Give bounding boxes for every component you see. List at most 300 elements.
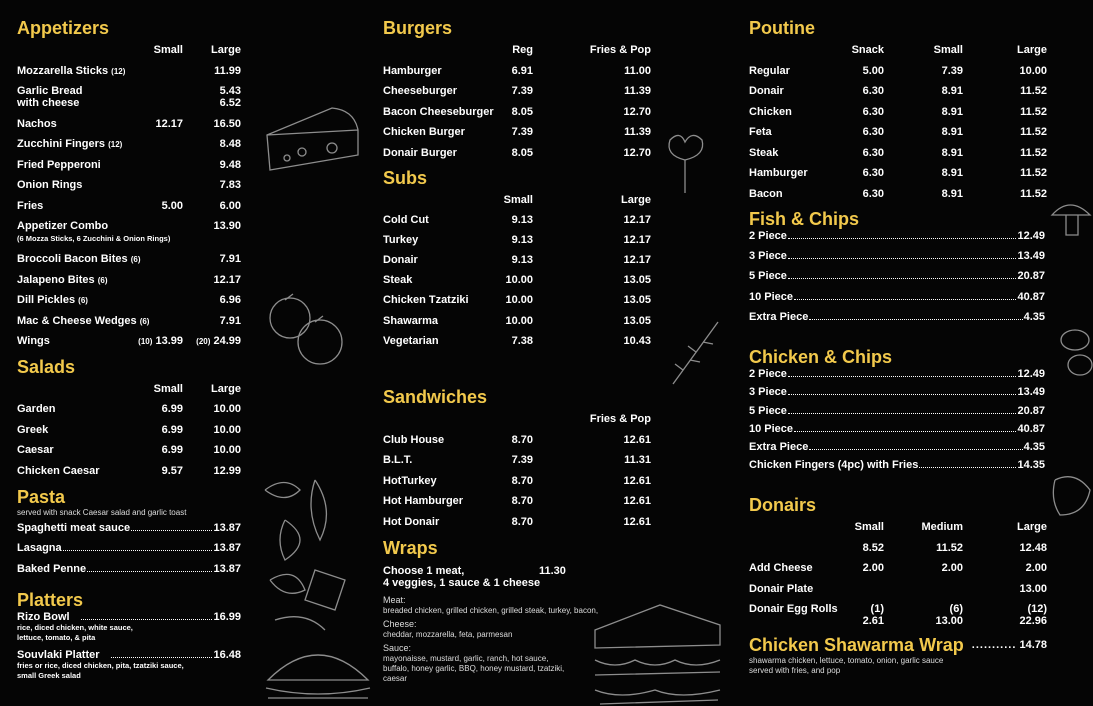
appetizers-row bbox=[17, 196, 241, 217]
burgers-item-label: Chicken Burger bbox=[383, 126, 465, 138]
poutine-column-header: Snack bbox=[851, 44, 884, 56]
sandwiches-price: 12.61 bbox=[623, 515, 651, 528]
pasta-item-name: Baked Penne bbox=[17, 562, 87, 575]
appetizers-item-name bbox=[17, 118, 125, 130]
appetizers-price: 7.91 bbox=[219, 253, 241, 266]
donairs-item-label: Add Cheese bbox=[749, 562, 813, 574]
appetizers-row bbox=[17, 270, 241, 291]
chicken_chips-row bbox=[749, 423, 1045, 441]
tomato-sketch-icon bbox=[265, 290, 350, 370]
poutine-price: 11.52 bbox=[1020, 85, 1047, 97]
donairs-row bbox=[749, 599, 1047, 632]
burgers-item-name bbox=[383, 105, 494, 118]
appetizers-item-count: (6) bbox=[78, 296, 88, 306]
chicken_chips-dot-leader bbox=[788, 376, 1017, 377]
chicken_chips-item-name: Chicken Fingers (4pc) with Fries bbox=[749, 459, 919, 472]
appetizers-item-name bbox=[17, 220, 171, 244]
salads-price: 6.99 bbox=[161, 423, 183, 436]
appetizers-item-label: Zucchini Fingers bbox=[17, 138, 106, 151]
poutine-price: 11.52 bbox=[1020, 167, 1047, 179]
subs-price: 13.05 bbox=[623, 294, 651, 307]
sandwiches-item-name bbox=[383, 495, 464, 507]
burgers-section bbox=[383, 17, 651, 163]
fish_chips-dot-leader bbox=[809, 319, 1022, 320]
poutine-price: 10.00 bbox=[1019, 64, 1047, 77]
chicken_chips-price: 14.35 bbox=[1017, 459, 1045, 472]
appetizers-item-label: Garlic Bread with cheese bbox=[17, 85, 83, 109]
salads-item-label: Caesar bbox=[17, 444, 54, 457]
appetizers-item-count: (6) bbox=[139, 316, 150, 326]
salads-item-label: Chicken Caesar bbox=[17, 464, 100, 477]
fish_chips-row bbox=[749, 311, 1045, 331]
chicken_chips-price: 12.49 bbox=[1017, 368, 1045, 380]
subs-item-name bbox=[383, 315, 453, 327]
appetizers-price: 13.90 bbox=[213, 220, 241, 233]
sandwiches-price: 12.61 bbox=[623, 433, 651, 446]
poutine-row bbox=[749, 122, 1047, 143]
poutine-heading: Poutine bbox=[749, 18, 815, 38]
appetizers-item-label: Mac & Cheese Wedges bbox=[17, 314, 137, 327]
appetizers-price: 5.00 bbox=[161, 199, 183, 212]
chicken_chips-dot-leader bbox=[809, 449, 1022, 450]
chicken_chips-heading: Chicken & Chips bbox=[749, 347, 893, 367]
sandwiches-price: 8.70 bbox=[511, 433, 533, 446]
sandwich-sketch-icon bbox=[590, 600, 725, 706]
platters-item-description: rice, diced chicken, white sauce, lettuce, tomato, & pita bbox=[17, 623, 133, 642]
salads-heading: Salads bbox=[17, 357, 76, 377]
pasta-price: 13.87 bbox=[213, 562, 241, 575]
poutine-row bbox=[749, 102, 1047, 123]
wraps-option-items: breaded chicken, grilled chicken, grilled steak, turkey, bacon, bbox=[383, 606, 599, 615]
burgers-price: 11.39 bbox=[624, 126, 651, 138]
herb-sketch-icon bbox=[668, 318, 723, 388]
poutine-price: 11.52 bbox=[1020, 146, 1047, 159]
sandwiches-price: 12.61 bbox=[623, 495, 651, 507]
mushroom-sketch-icon bbox=[1050, 195, 1093, 240]
parsley-sketch-icon bbox=[660, 130, 710, 195]
poutine-price: 6.30 bbox=[862, 187, 884, 200]
burgers-price: 11.00 bbox=[624, 64, 651, 77]
appetizers-item-name bbox=[17, 159, 125, 171]
poutine-row bbox=[749, 61, 1047, 82]
appetizers-heading: Appetizers bbox=[17, 18, 110, 38]
poutine-row bbox=[749, 81, 1047, 102]
subs-row bbox=[383, 311, 651, 331]
appetizers-row bbox=[17, 175, 241, 196]
poutine-price: 8.91 bbox=[941, 167, 963, 179]
fish_chips-item-name: 10 Piece bbox=[749, 290, 794, 303]
sandwiches-price: 8.70 bbox=[511, 474, 533, 487]
appetizers-price: 12.17 bbox=[213, 273, 241, 286]
appetizers-price-value: 24.99 bbox=[213, 335, 241, 348]
salads-price: 6.99 bbox=[161, 403, 183, 416]
donairs-column-header: Medium bbox=[921, 521, 963, 533]
fish_chips-row bbox=[749, 250, 1045, 270]
poutine-item-name bbox=[749, 106, 805, 118]
salads-item-label: Greek bbox=[17, 423, 49, 436]
subs-price: 9.13 bbox=[511, 234, 533, 247]
sandwiches-row bbox=[383, 471, 651, 492]
poutine-price: 6.30 bbox=[862, 126, 884, 138]
wraps-heading: Wraps bbox=[383, 538, 438, 558]
sandwiches-row bbox=[383, 491, 651, 512]
subs-item-name bbox=[383, 294, 469, 307]
poutine-price: 11.52 bbox=[1020, 187, 1047, 200]
appetizers-row bbox=[17, 155, 241, 176]
burgers-price: 11.39 bbox=[624, 85, 651, 97]
shawarma-wrap-dot-leader: ........... bbox=[971, 639, 1017, 651]
poutine-price: 6.30 bbox=[862, 85, 884, 97]
burgers-price: 12.70 bbox=[623, 105, 651, 118]
poutine-section bbox=[749, 17, 1047, 204]
sandwiches-item-label: B.L.T. bbox=[383, 454, 413, 466]
chicken_chips-item-name: Extra Piece bbox=[749, 441, 809, 454]
pasta-price: 13.87 bbox=[213, 542, 241, 555]
appetizers-item-label: Broccoli Bacon Bites bbox=[17, 253, 128, 266]
salads-item-name bbox=[17, 444, 125, 456]
appetizers-item-label: Appetizer Combo bbox=[17, 220, 109, 233]
donairs-price: (12) 22.96 bbox=[1019, 603, 1047, 627]
shawarma-wrap-heading: Chicken Shawarma Wrap bbox=[749, 635, 964, 655]
subs-price: 10.43 bbox=[623, 334, 651, 347]
platters-dot-leader bbox=[111, 657, 213, 658]
fish_chips-price: 4.35 bbox=[1023, 310, 1045, 323]
burgers-item-label: Hamburger bbox=[383, 64, 442, 77]
fish_chips-dot-leader bbox=[788, 238, 1017, 239]
poutine-item-name bbox=[749, 147, 805, 159]
subs-item-name bbox=[383, 254, 453, 266]
appetizers-price: 11.99 bbox=[214, 64, 241, 77]
fish_chips-row bbox=[749, 270, 1045, 290]
appetizers-price: 6.96 bbox=[219, 294, 241, 307]
burger-sketch-icon bbox=[258, 640, 378, 706]
subs-price: 12.17 bbox=[623, 234, 651, 247]
poutine-row bbox=[749, 143, 1047, 164]
fish_chips-dot-leader bbox=[794, 299, 1016, 300]
subs-item-label: Donair bbox=[383, 254, 418, 267]
salads-section bbox=[17, 356, 241, 481]
subs-column-header: Small bbox=[503, 194, 533, 206]
donairs-item-name bbox=[749, 603, 838, 615]
subs-row bbox=[383, 270, 651, 290]
subs-heading: Subs bbox=[383, 168, 428, 188]
chicken-chips-section bbox=[749, 346, 1045, 478]
sandwiches-item-name bbox=[383, 516, 453, 528]
appetizers-item-label: Mozzarella Sticks bbox=[17, 64, 109, 77]
subs-item-label: Shawarma bbox=[383, 314, 439, 327]
burgers-row bbox=[383, 61, 651, 82]
fish_chips-price: 40.87 bbox=[1017, 290, 1045, 303]
poutine-price: 6.30 bbox=[862, 105, 884, 118]
sandwiches-price: 7.39 bbox=[511, 454, 533, 466]
subs-item-name bbox=[383, 335, 453, 347]
donairs-row bbox=[749, 579, 1047, 600]
subs-item-name bbox=[383, 274, 453, 286]
appetizers-item-label: Fried Pepperoni bbox=[17, 158, 101, 171]
burgers-price: 7.39 bbox=[511, 126, 533, 138]
poutine-row bbox=[749, 163, 1047, 184]
donairs-price: 2.00 bbox=[941, 562, 963, 574]
appetizers-row bbox=[17, 249, 241, 270]
subs-price: 10.00 bbox=[505, 294, 533, 307]
wraps-option-label: Cheese: bbox=[383, 619, 417, 629]
appetizers-price-qty: (20) bbox=[196, 337, 211, 347]
appetizers-item-name bbox=[17, 253, 141, 266]
subs-item-label: Vegetarian bbox=[383, 334, 439, 347]
salads-item-name bbox=[17, 403, 125, 415]
appetizers-price-qty: (10) bbox=[138, 337, 153, 347]
pasta-heading: Pasta bbox=[17, 487, 66, 507]
subs-item-name bbox=[383, 214, 453, 226]
subs-price: 10.00 bbox=[505, 274, 533, 287]
poutine-row bbox=[749, 184, 1047, 205]
appetizers-item-name bbox=[17, 65, 125, 78]
platters-heading: Platters bbox=[17, 590, 84, 610]
sandwiches-row bbox=[383, 450, 651, 471]
appetizers-item-name bbox=[17, 294, 125, 307]
appetizers-item-label: Jalapeno Bites bbox=[17, 273, 95, 286]
chicken_chips-row bbox=[749, 368, 1045, 386]
fish_chips-heading: Fish & Chips bbox=[749, 209, 860, 229]
appetizers-item-name bbox=[17, 85, 125, 109]
subs-row bbox=[383, 230, 651, 250]
appetizers-item-name bbox=[17, 274, 125, 287]
sandwiches-item-name bbox=[383, 454, 453, 466]
salads-item-name bbox=[17, 424, 125, 436]
salads-row bbox=[17, 440, 241, 460]
chicken_chips-row bbox=[749, 386, 1045, 404]
poutine-price: 8.91 bbox=[941, 187, 963, 200]
donairs-column-header: Large bbox=[1017, 521, 1047, 533]
subs-column-header: Large bbox=[621, 194, 651, 206]
sandwiches-item-label: Club House bbox=[383, 433, 445, 446]
poutine-item-label: Bacon bbox=[749, 187, 783, 200]
salads-price: 6.99 bbox=[161, 444, 183, 457]
burgers-price: 12.70 bbox=[623, 146, 651, 159]
pasta-row bbox=[17, 563, 241, 583]
chicken_chips-item-name: 2 Piece bbox=[749, 368, 787, 380]
platters-section bbox=[17, 589, 241, 681]
appetizers-item-label: Dill Pickles bbox=[17, 294, 76, 307]
poutine-price: 8.91 bbox=[941, 85, 963, 97]
sandwiches-price: 11.31 bbox=[624, 454, 651, 466]
pasta-item-name: Spaghetti meat sauce bbox=[17, 522, 131, 534]
appetizers-item-name bbox=[17, 179, 125, 191]
fish_chips-price: 20.87 bbox=[1017, 270, 1045, 283]
burgers-item-label: Cheeseburger bbox=[383, 85, 457, 97]
donairs-price: 2.00 bbox=[1025, 562, 1047, 574]
subs-item-label: Steak bbox=[383, 274, 413, 287]
burgers-item-label: Bacon Cheeseburger bbox=[383, 105, 494, 118]
subs-row bbox=[383, 250, 651, 270]
appetizers-price: 8.48 bbox=[219, 138, 241, 151]
appetizers-item-label: Nachos bbox=[17, 117, 57, 130]
burgers-item-name bbox=[383, 65, 453, 77]
salads-row bbox=[17, 399, 241, 419]
salads-row bbox=[17, 461, 241, 481]
sandwiches-row bbox=[383, 430, 651, 451]
burgers-column-header: Fries & Pop bbox=[589, 44, 651, 56]
poutine-column-headers bbox=[749, 40, 1047, 61]
burgers-item-label: Donair Burger bbox=[383, 146, 457, 159]
donairs-item-name bbox=[749, 562, 813, 574]
chicken_chips-dot-leader bbox=[794, 431, 1016, 432]
appetizers-row bbox=[17, 81, 241, 114]
chicken_chips-price: 40.87 bbox=[1017, 422, 1045, 435]
appetizers-item-count: (6) bbox=[97, 275, 108, 285]
appetizers-price: 7.91 bbox=[219, 314, 241, 327]
appetizers-price bbox=[125, 335, 183, 348]
fish_chips-item-name: 3 Piece bbox=[749, 250, 787, 263]
salads-column-headers bbox=[17, 379, 241, 399]
donairs-price: 2.00 bbox=[862, 562, 884, 574]
pasta-dot-leader bbox=[87, 571, 212, 572]
appetizers-item-name bbox=[17, 335, 125, 347]
fish_chips-price: 13.49 bbox=[1017, 250, 1045, 263]
salads-column-header: Large bbox=[211, 383, 241, 395]
poutine-item-name bbox=[749, 167, 808, 179]
platters-item-name: Souvlaki Platter bbox=[17, 649, 100, 661]
subs-row bbox=[383, 290, 651, 310]
poutine-item-label: Regular bbox=[749, 64, 790, 77]
pasta-section bbox=[17, 486, 241, 583]
burgers-row bbox=[383, 81, 651, 102]
subs-price: 9.13 bbox=[511, 214, 533, 227]
pasta-dot-leader bbox=[131, 530, 212, 531]
poutine-item-name bbox=[749, 65, 805, 77]
donairs-price: (6) 13.00 bbox=[935, 603, 963, 627]
donairs-column-header: Small bbox=[854, 521, 884, 533]
chicken_chips-row bbox=[749, 405, 1045, 423]
pasta-price: 13.87 bbox=[213, 522, 241, 534]
wraps-option-items: mayonaisse, mustard, garlic, ranch, hot sauce, buffalo, honey garlic, BBQ, honey mustard, tzatziki, caesar bbox=[383, 654, 565, 683]
donairs-column-headers bbox=[749, 517, 1047, 538]
burgers-price: 6.91 bbox=[511, 64, 533, 77]
chicken_chips-price: 13.49 bbox=[1017, 386, 1045, 399]
burgers-price: 8.05 bbox=[511, 146, 533, 159]
appetizers-row bbox=[17, 61, 241, 82]
appetizers-row bbox=[17, 216, 241, 249]
salads-price: 9.57 bbox=[161, 464, 183, 477]
sandwiches-item-label: HotTurkey bbox=[383, 474, 437, 487]
appetizers-price: 6.00 bbox=[219, 199, 241, 212]
sandwiches-item-label: Hot Hamburger bbox=[383, 495, 464, 507]
salads-row bbox=[17, 420, 241, 440]
cheese-sketch-icon bbox=[262, 100, 362, 175]
appetizers-item-name bbox=[17, 200, 125, 212]
donairs-item-label: Donair Plate bbox=[749, 582, 814, 595]
poutine-price: 6.30 bbox=[862, 167, 884, 179]
subs-price: 10.00 bbox=[505, 314, 533, 327]
sandwiches-column-headers bbox=[383, 409, 651, 430]
wraps-description: Choose 1 meat, 4 veggies, 1 sauce & 1 cheese bbox=[383, 565, 541, 589]
subs-section bbox=[383, 167, 651, 351]
sandwiches-price: 8.70 bbox=[511, 515, 533, 528]
burgers-row bbox=[383, 143, 651, 164]
subs-price: 13.05 bbox=[623, 274, 651, 287]
salads-price: 10.00 bbox=[213, 403, 241, 416]
pasta-sketch-icon bbox=[255, 470, 365, 650]
chicken_chips-dot-leader bbox=[919, 467, 1016, 468]
wraps-option-label: Sauce: bbox=[383, 643, 412, 653]
appetizers-item-description: (6 Mozza Sticks, 6 Zucchini & Onion Rings) bbox=[17, 234, 171, 244]
poutine-price: 6.30 bbox=[862, 146, 884, 159]
wraps-price: 11.30 bbox=[539, 565, 566, 577]
poutine-price: 5.00 bbox=[862, 64, 884, 77]
appetizers-item-count: (12) bbox=[108, 140, 123, 150]
fish_chips-row bbox=[749, 291, 1045, 311]
appetizers-price: 5.43 6.52 bbox=[219, 85, 241, 109]
appetizers-price: 7.83 bbox=[219, 179, 241, 192]
donairs-price: 12.48 bbox=[1019, 541, 1047, 554]
wraps-option-items: cheddar, mozzarella, feta, parmesan bbox=[383, 630, 513, 639]
salads-item-name bbox=[17, 465, 125, 477]
sandwiches-item-label: Hot Donair bbox=[383, 515, 440, 528]
platters-row bbox=[17, 611, 241, 623]
platters-price: 16.48 bbox=[213, 649, 241, 661]
appetizers-price: 12.17 bbox=[155, 117, 183, 130]
pasta-row bbox=[17, 542, 241, 562]
subs-price: 7.38 bbox=[511, 334, 533, 347]
platters-item-name: Rizo Bowl bbox=[17, 611, 70, 623]
shawarma-wrap-section bbox=[749, 634, 1047, 676]
vegetable-sketch-icon bbox=[1050, 470, 1093, 520]
chicken_chips-item-name: 10 Piece bbox=[749, 422, 794, 435]
salads-price: 12.99 bbox=[213, 464, 241, 477]
fish_chips-dot-leader bbox=[788, 258, 1017, 259]
donairs-row bbox=[749, 558, 1047, 579]
appetizers-section bbox=[17, 17, 241, 352]
poutine-item-label: Steak bbox=[749, 146, 779, 159]
donairs-price: 13.00 bbox=[1019, 582, 1047, 595]
appetizers-row bbox=[17, 331, 241, 352]
poutine-item-label: Feta bbox=[749, 126, 772, 138]
donairs-price: 11.52 bbox=[936, 541, 963, 554]
subs-row bbox=[383, 331, 651, 351]
chicken_chips-row bbox=[749, 441, 1045, 459]
donairs-heading: Donairs bbox=[749, 495, 817, 515]
sandwiches-heading: Sandwiches bbox=[383, 387, 488, 407]
sandwiches-item-name bbox=[383, 434, 453, 446]
sandwiches-price: 8.70 bbox=[511, 495, 533, 507]
appetizers-row bbox=[17, 134, 241, 155]
fish_chips-item-name: 5 Piece bbox=[749, 270, 787, 283]
chicken_chips-price: 4.35 bbox=[1023, 441, 1045, 454]
sandwiches-column-header: Fries & Pop bbox=[589, 413, 651, 425]
burgers-price: 7.39 bbox=[511, 85, 533, 97]
sandwiches-row bbox=[383, 512, 651, 533]
appetizers-price: 9.48 bbox=[219, 158, 241, 171]
subs-item-name bbox=[383, 234, 453, 246]
appetizers-column-headers bbox=[17, 40, 241, 61]
appetizers-price bbox=[183, 335, 241, 348]
appetizers-item-label: Wings bbox=[17, 335, 50, 348]
appetizers-row bbox=[17, 290, 241, 311]
burgers-row bbox=[383, 122, 651, 143]
poutine-item-name bbox=[749, 188, 805, 200]
subs-item-label: Turkey bbox=[383, 234, 419, 247]
platters-row bbox=[17, 649, 241, 661]
pasta-item-name: Lasagna bbox=[17, 542, 62, 555]
chicken_chips-price: 20.87 bbox=[1017, 404, 1045, 417]
donairs-item-name bbox=[749, 582, 814, 595]
burgers-item-name bbox=[383, 126, 465, 138]
poutine-item-label: Chicken bbox=[749, 105, 792, 118]
appetizers-item-count: (6) bbox=[130, 255, 141, 265]
salads-price: 10.00 bbox=[213, 444, 241, 457]
appetizers-price-value: 13.99 bbox=[155, 335, 183, 348]
appetizers-item-name bbox=[17, 138, 125, 151]
